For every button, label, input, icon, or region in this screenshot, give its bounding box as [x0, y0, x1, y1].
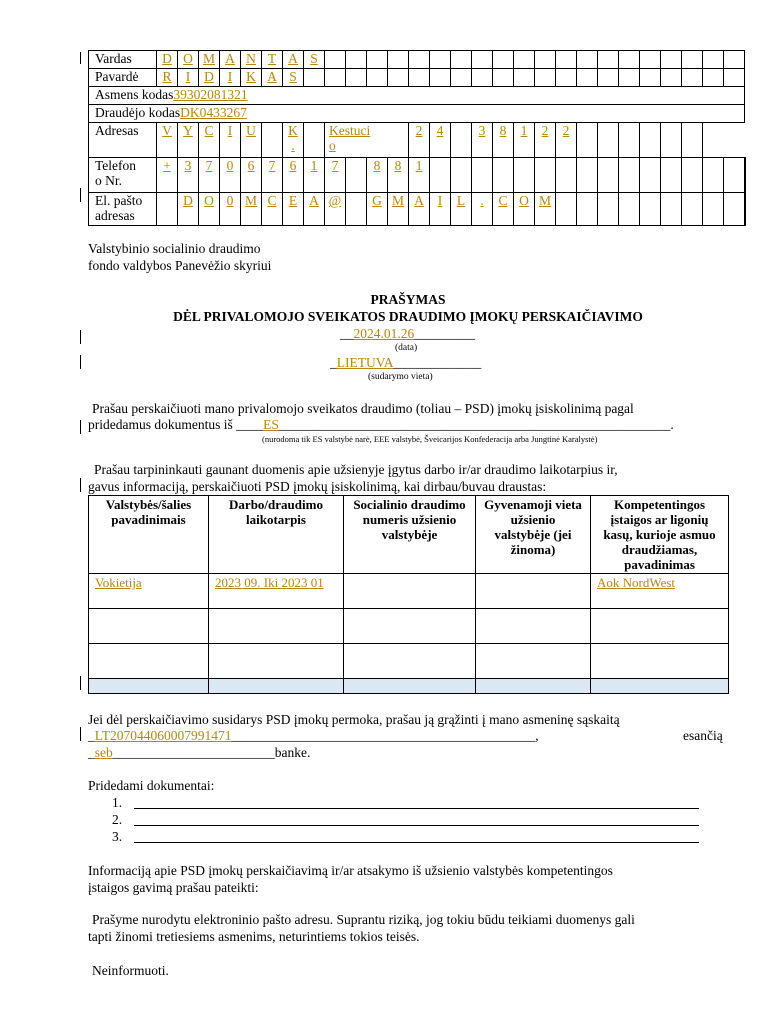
telefonas-cell[interactable]	[640, 158, 661, 193]
header-residence: Gyvenamoji vieta užsienio valstybėje (jei žinoma)	[476, 496, 591, 574]
pavarde-cell[interactable]	[682, 69, 703, 87]
table-cell[interactable]	[344, 609, 476, 644]
adresas-label: Adresas	[89, 123, 157, 158]
adresas-cell[interactable]	[619, 123, 640, 158]
pavarde-cell[interactable]	[661, 69, 682, 87]
pavarde-cell[interactable]	[409, 69, 430, 87]
option-email-line-1: Prašyme nurodytu elektroninio pašto adresu. Suprantu riziką, jog tokiu būdu teikiami duomenys gali	[92, 912, 635, 927]
telefonas-row	[89, 158, 746, 193]
vardas-cell[interactable]: T	[262, 51, 283, 69]
row-period-value: 2023 09. Iki 2023 01	[215, 575, 324, 590]
draudejo-kodas-label: Draudėjo kodas	[95, 105, 181, 120]
pavarde-cell[interactable]: K	[241, 69, 262, 87]
email-cell[interactable]: @	[325, 193, 346, 226]
adresas-cell[interactable]	[598, 123, 619, 158]
para1-line-2: pridedamus dokumentus iš ____ES__________________________________________________________.	[88, 417, 674, 432]
email-cell[interactable]	[619, 193, 640, 226]
pavarde-cell[interactable]: R	[157, 69, 178, 87]
para1-suffix: .	[670, 417, 674, 432]
vardas-cell[interactable]	[514, 51, 535, 69]
bank-suffix: banke.	[274, 745, 311, 760]
pavarde-cell[interactable]	[451, 69, 472, 87]
vardas-cell[interactable]	[682, 51, 703, 69]
info-line-1: Informaciją apie PSD įmokų perskaičiavimą ir/ar atsakymo iš užsienio valstybės kompetentingos	[88, 863, 613, 878]
adresas-cell[interactable]	[262, 123, 283, 158]
email-cell[interactable]	[745, 193, 746, 226]
attachment-number: 1.	[112, 795, 123, 810]
telefonas-cell[interactable]: 1	[409, 158, 430, 193]
telefonas-cell[interactable]: 8	[367, 158, 388, 193]
adresas-cell[interactable]	[661, 123, 682, 158]
pavarde-cell[interactable]	[367, 69, 388, 87]
email-row	[89, 193, 746, 226]
email-cell[interactable]	[157, 193, 178, 226]
table-cell[interactable]	[476, 609, 591, 644]
vardas-cell[interactable]: S	[304, 51, 325, 69]
email-cell[interactable]: M	[241, 193, 262, 226]
email-label-2: adresas	[95, 208, 135, 223]
table-cell[interactable]	[89, 679, 209, 694]
vardas-cell[interactable]	[640, 51, 661, 69]
email-cell[interactable]: I	[430, 193, 451, 226]
place-value[interactable]: LIETUVA	[336, 355, 394, 370]
row-residence[interactable]	[476, 574, 591, 609]
email-cell[interactable]	[598, 193, 619, 226]
pavarde-cell[interactable]	[556, 69, 577, 87]
row-country-value: Vokietija	[95, 575, 142, 590]
pavarde-cell[interactable]: D	[199, 69, 220, 87]
margin-marker	[80, 478, 81, 492]
table-row	[89, 574, 729, 609]
telefonas-cell[interactable]	[346, 158, 367, 193]
email-cell[interactable]: C	[262, 193, 283, 226]
attachment-line[interactable]	[134, 825, 699, 826]
row-institution-value: Aok NordWest	[597, 575, 676, 590]
telefonas-cell[interactable]: 7	[199, 158, 220, 193]
margin-marker	[80, 330, 81, 344]
table-row	[89, 609, 729, 644]
table-cell[interactable]	[591, 679, 729, 694]
table-cell[interactable]	[591, 644, 729, 679]
telefonas-cell[interactable]: 3	[178, 158, 199, 193]
adresas-cell[interactable]: 3	[472, 123, 493, 158]
para1-note: (nurodoma tik ES valstybė narė, EEE valstybė, Šveicarijos Konfederacija arba Jungtinė Karalystė)	[262, 434, 598, 444]
adresas-cell[interactable]: U	[241, 123, 262, 158]
table-cell[interactable]	[209, 609, 344, 644]
adresas-cell[interactable]: I	[220, 123, 241, 158]
telefonas-cell[interactable]	[430, 158, 451, 193]
attachment-number: 3.	[112, 829, 123, 844]
pavarde-cell[interactable]	[640, 69, 661, 87]
header-institution: Kompetentingos įstaigos ar ligonių kasų, kurioje asmuo draudžiamas, pavadinimas	[591, 496, 729, 574]
email-cell[interactable]: D	[178, 193, 199, 226]
personal-data-grid	[88, 50, 746, 226]
adresas-cell[interactable]: C	[199, 123, 220, 158]
table-cell[interactable]	[209, 644, 344, 679]
vardas-cell[interactable]	[577, 51, 598, 69]
telefonas-cell[interactable]	[556, 158, 577, 193]
draudejo-kodas-value[interactable]: DK0433267	[180, 105, 247, 120]
adresas-k: K	[288, 123, 298, 138]
draudejo-kodas-field[interactable]	[89, 105, 745, 123]
telefonas-cell[interactable]	[472, 158, 493, 193]
info-line-2: įstaigos gavimą prašau pateikti:	[88, 880, 259, 895]
adresas-cell[interactable]: 8	[493, 123, 514, 158]
pavarde-cell[interactable]	[577, 69, 598, 87]
table-row	[89, 644, 729, 679]
telefonas-label-1: Telefon	[95, 158, 137, 173]
email-cell[interactable]	[577, 193, 598, 226]
header-period: Darbo/draudimo laikotarpis	[209, 496, 344, 574]
vardas-cell[interactable]	[346, 51, 367, 69]
adresas-cell[interactable]	[682, 123, 703, 158]
date-value[interactable]: 2024.01.26	[353, 326, 415, 341]
vardas-cell[interactable]	[556, 51, 577, 69]
margin-marker	[80, 676, 81, 690]
vardas-cell[interactable]: N	[241, 51, 262, 69]
email-cell[interactable]	[556, 193, 577, 226]
pavarde-cell[interactable]	[619, 69, 640, 87]
vardas-cell[interactable]	[472, 51, 493, 69]
vardas-cell[interactable]: M	[199, 51, 220, 69]
email-cell[interactable]: L	[451, 193, 472, 226]
para2-line-1: Prašau tarpininkauti gaunant duomenis apie užsienyje įgytus darbo ir/ar draudimo laikotarpius ir,	[94, 462, 618, 477]
refund-comma: ,	[535, 728, 539, 743]
email-label-1: El. pašto	[95, 193, 143, 208]
email-cell[interactable]: G	[367, 193, 388, 226]
adresas-cell[interactable]: 2	[409, 123, 430, 158]
pavarde-cell[interactable]	[430, 69, 451, 87]
header-country: Valstybės/šalies pavadinimais	[89, 496, 209, 574]
vardas-cell[interactable]	[724, 51, 745, 69]
telefonas-cell[interactable]	[535, 158, 556, 193]
table-row	[89, 679, 729, 694]
vardas-cell[interactable]	[367, 51, 388, 69]
asmens-kodas-field[interactable]	[89, 87, 745, 105]
para1-line-1: Prašau perskaičiuoti mano privalomojo sveikatos draudimo (toliau – PSD) įmokų įsiskolinimą pagal	[92, 401, 634, 416]
table-cell[interactable]	[89, 644, 209, 679]
date-caption: (data)	[395, 343, 418, 353]
para1-prefix: pridedamus dokumentus iš	[88, 417, 233, 432]
margin-marker	[80, 188, 81, 202]
header-social-number: Socialinio draudimo numeris užsienio valstybėje	[344, 496, 476, 574]
recipient-line-1: Valstybinio socialinio draudimo	[88, 241, 261, 256]
telefonas-cell[interactable]	[577, 158, 598, 193]
telefonas-cell[interactable]: 6	[241, 158, 262, 193]
pavarde-cell[interactable]	[493, 69, 514, 87]
margin-marker	[80, 355, 81, 369]
asmens-kodas-row	[89, 87, 746, 105]
request-paragraph-2	[88, 461, 730, 495]
adresas-cell[interactable]	[640, 123, 661, 158]
telefonas-cell[interactable]	[451, 158, 472, 193]
telefonas-cell[interactable]	[598, 158, 619, 193]
row-institution[interactable]	[591, 574, 729, 609]
adresas-cell[interactable]: V	[157, 123, 178, 158]
vardas-cell[interactable]: A	[283, 51, 304, 69]
telefonas-cell[interactable]	[682, 158, 703, 193]
email-cell[interactable]	[640, 193, 661, 226]
place-caption: (sudarymo vieta)	[368, 372, 433, 382]
adresas-cell[interactable]	[451, 123, 472, 158]
adresas-row	[89, 123, 746, 158]
pavarde-cell[interactable]	[472, 69, 493, 87]
document-title	[88, 291, 728, 325]
recipient-line-2: fondo valdybos Panevėžio skyriui	[88, 258, 272, 273]
vardas-cell[interactable]	[598, 51, 619, 69]
telefonas-cell[interactable]	[724, 158, 745, 193]
row-social-number[interactable]	[344, 574, 476, 609]
email-cell[interactable]: O	[199, 193, 220, 226]
margin-marker	[80, 52, 81, 64]
option-email-line-2: tapti žinomi tretiesiems asmenims, neturintiems tokios teisės.	[88, 929, 420, 944]
recipient-block	[88, 240, 271, 274]
adresas-street-cell[interactable]	[325, 123, 409, 158]
vardas-cell[interactable]	[325, 51, 346, 69]
table-cell[interactable]	[476, 679, 591, 694]
margin-marker	[80, 420, 81, 434]
email-cell[interactable]: C	[493, 193, 514, 226]
date-field[interactable]: __2024.01.26_________	[340, 326, 475, 341]
telefonas-label	[89, 158, 157, 193]
telefonas-cell[interactable]: 8	[388, 158, 409, 193]
vardas-cell[interactable]	[619, 51, 640, 69]
vardas-label: Vardas	[89, 51, 157, 69]
place-field[interactable]: _LIETUVA_____________	[330, 355, 482, 370]
pavarde-cell[interactable]	[304, 69, 325, 87]
email-cell[interactable]: O	[514, 193, 535, 226]
email-cell[interactable]: M	[388, 193, 409, 226]
table-cell[interactable]	[591, 609, 729, 644]
adresas-cell[interactable]: 4	[430, 123, 451, 158]
table-cell[interactable]	[476, 644, 591, 679]
adresas-cell[interactable]	[283, 123, 304, 158]
adresas-cell[interactable]: Y	[178, 123, 199, 158]
vardas-cell[interactable]	[535, 51, 556, 69]
margin-marker	[80, 727, 81, 741]
attachment-line[interactable]	[134, 842, 699, 843]
pavarde-cell[interactable]	[346, 69, 367, 87]
vardas-cell[interactable]	[703, 51, 724, 69]
pavarde-cell[interactable]	[514, 69, 535, 87]
pavarde-cell[interactable]	[325, 69, 346, 87]
email-cell[interactable]: A	[409, 193, 430, 226]
para2-line-2: gavus informaciją, perskaičiuoti PSD įmokų įsiskolinimą, kai dirbau/buvau draustas:	[88, 479, 547, 494]
telefonas-label-2: o Nr.	[95, 173, 122, 188]
draudejo-kodas-row	[89, 105, 746, 123]
title-line-1: PRAŠYMAS	[370, 292, 446, 307]
email-cell[interactable]: M	[535, 193, 556, 226]
pavarde-cell[interactable]: I	[178, 69, 199, 87]
row-period[interactable]	[209, 574, 344, 609]
title-line-2: DĖL PRIVALOMOJO SVEIKATOS DRAUDIMO ĮMOKŲ PERSKAIČIAVIMO	[173, 309, 643, 324]
attachment-number: 2.	[112, 812, 123, 827]
telefonas-cell[interactable]: 0	[220, 158, 241, 193]
telefonas-cell[interactable]: 1	[304, 158, 325, 193]
email-cell[interactable]: A	[304, 193, 325, 226]
email-cell[interactable]	[703, 193, 724, 226]
email-cell[interactable]: E	[283, 193, 304, 226]
pavarde-cell[interactable]	[724, 69, 745, 87]
vardas-cell[interactable]: O	[178, 51, 199, 69]
email-cell[interactable]	[661, 193, 682, 226]
email-cell[interactable]: 0	[220, 193, 241, 226]
account-value[interactable]: LT207044060007991471	[94, 728, 232, 743]
vardas-row	[89, 51, 746, 69]
refund-bank-line: _seb________________________banke.	[88, 745, 311, 760]
telefonas-cell[interactable]	[661, 158, 682, 193]
insurance-periods-table	[88, 495, 729, 694]
attachments-label: Pridedami dokumentai:	[88, 778, 215, 793]
refund-esancia: esančią	[683, 728, 723, 743]
adresas-cell[interactable]	[304, 123, 325, 158]
vardas-cell[interactable]	[409, 51, 430, 69]
vardas-cell[interactable]	[430, 51, 451, 69]
vardas-cell[interactable]	[661, 51, 682, 69]
table-cell[interactable]	[209, 679, 344, 694]
telefonas-cell[interactable]: 7	[262, 158, 283, 193]
vardas-cell[interactable]: D	[157, 51, 178, 69]
table-cell[interactable]	[344, 644, 476, 679]
row-country[interactable]	[89, 574, 209, 609]
info-option-none[interactable]: Neinformuoti.	[92, 963, 169, 978]
telefonas-cell[interactable]	[745, 158, 746, 193]
country-value[interactable]: ES	[263, 417, 279, 432]
pavarde-cell[interactable]	[598, 69, 619, 87]
adresas-cell[interactable]	[577, 123, 598, 158]
telefonas-cell[interactable]	[493, 158, 514, 193]
vardas-cell[interactable]	[493, 51, 514, 69]
telefonas-cell[interactable]	[619, 158, 640, 193]
pavarde-cell[interactable]: I	[220, 69, 241, 87]
email-cell[interactable]	[724, 193, 745, 226]
pavarde-label: Pavardė	[89, 69, 157, 87]
asmens-kodas-label: Asmens kodas	[95, 87, 174, 102]
pavarde-cell[interactable]	[703, 69, 724, 87]
adresas-street: Kestuci	[329, 123, 371, 138]
telefonas-cell[interactable]: 7	[325, 158, 346, 193]
adresas-cell[interactable]: 2	[556, 123, 577, 158]
refund-line-1: Jei dėl perskaičiavimo susidarys PSD įmokų permoka, prašau ją grąžinti į mano asmeninę sąskaitą	[88, 712, 620, 727]
telefonas-cell[interactable]	[703, 158, 724, 193]
info-option-email[interactable]	[88, 911, 730, 945]
email-cell[interactable]: .	[472, 193, 493, 226]
info-paragraph	[88, 862, 730, 896]
telefonas-cell[interactable]	[514, 158, 535, 193]
refund-paragraph	[88, 711, 730, 728]
asmens-kodas-value[interactable]: 39302081321	[173, 87, 248, 102]
vardas-cell[interactable]	[451, 51, 472, 69]
email-label	[89, 193, 157, 226]
adresas-street-cont: o	[329, 138, 336, 153]
pavarde-cell[interactable]	[388, 69, 409, 87]
attachment-line[interactable]	[134, 808, 699, 809]
telefonas-cell[interactable]: +	[157, 158, 178, 193]
email-cell[interactable]	[682, 193, 703, 226]
adresas-cell[interactable]: 1	[514, 123, 535, 158]
adresas-k-dot: .	[291, 138, 295, 153]
telefonas-cell[interactable]: 6	[283, 158, 304, 193]
pavarde-row	[89, 69, 746, 87]
table-header-row	[89, 496, 729, 574]
refund-account-line: _LT207044060007991471_____________________________________________,	[88, 728, 539, 743]
bank-value[interactable]: seb	[94, 745, 113, 760]
pavarde-cell[interactable]: A	[262, 69, 283, 87]
table-cell[interactable]	[89, 609, 209, 644]
vardas-cell[interactable]	[388, 51, 409, 69]
adresas-cell[interactable]: 2	[535, 123, 556, 158]
vardas-cell[interactable]: A	[220, 51, 241, 69]
pavarde-cell[interactable]	[535, 69, 556, 87]
pavarde-cell[interactable]: S	[283, 69, 304, 87]
email-cell[interactable]	[346, 193, 367, 226]
request-paragraph-1	[88, 400, 730, 417]
table-cell[interactable]	[344, 679, 476, 694]
